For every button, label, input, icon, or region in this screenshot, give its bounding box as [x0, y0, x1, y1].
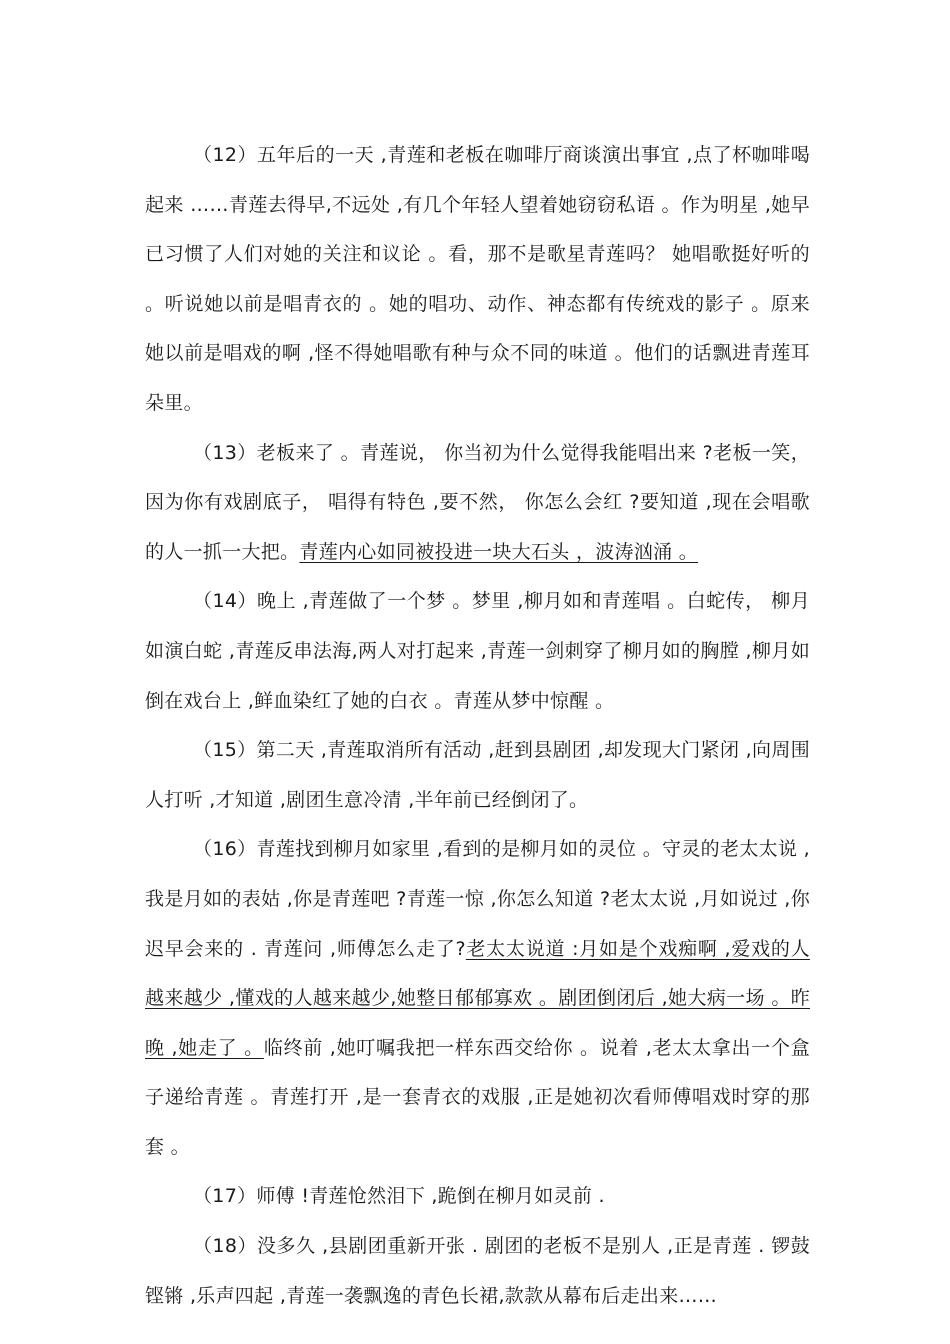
paragraph-17: [145, 1172, 810, 1222]
underlined-sentence: 老太太说道 :月如是个戏痴啊 ,爱戏的人越来越少 ,懂戏的人越来越少,她整日郁郁寡欢 。剧团倒闭后 ,她大病一场 。昨晚 ,她走了 。: [145, 937, 810, 1059]
paragraph-text: （15）第二天 ,青莲取消所有活动 ,赶到县剧团 ,却发现大门紧闭 ,向周围人打听 ,才知道 ,剧团生意冷清 ,半年前已经倒闭了。: [145, 739, 810, 811]
paragraph-12: [145, 131, 810, 429]
paragraph-16: [145, 825, 810, 1172]
paragraph-text: 临终前 ,她叮嘱我把一样东西交给你 。说着 ,老太太拿出一个盒子递给青莲 。青莲打开 ,是一套青衣的戏服 ,正是她初次看师傅唱戏时穿的那套 。: [145, 1036, 810, 1158]
paragraph-15: [145, 726, 810, 825]
paragraph-18: [145, 1222, 810, 1321]
paragraph-text: （14）晚上 ,青莲做了一个梦 。梦里 ,柳月如和青莲唱 。白蛇传， 柳月如演白蛇 ,青莲反串法海,两人对打起来 ,青莲一剑刺穿了柳月如的胸膛 ,柳月如倒在戏台上 ,鲜血染红了她的白衣 。青莲从梦中惊醒 。: [145, 590, 810, 712]
underlined-sentence: 青莲内心如同被投进一块大石头 ，波涛汹涌 。: [299, 540, 699, 563]
paragraph-text: （13）老板来了 。青莲说， 你当初为什么觉得我能唱出来 ?老板一笑，因为你有戏剧底子， 唱得有特色 ,要不然， 你怎么会红 ?要知道 ,现在会唱歌的人一抓一大把。: [145, 441, 810, 563]
paragraph-text: （17）师傅 !青莲怆然泪下 ,跪倒在柳月如灵前 .: [193, 1185, 605, 1208]
paragraph-text: （18）没多久 ,县剧团重新开张 . 剧团的老板不是别人 ,正是青莲 . 锣鼓铿锵 ,乐声四起 ,青莲一袭飘逸的青色长裙,款款从幕布后走出来……: [145, 1235, 810, 1307]
paragraph-14: [145, 577, 810, 726]
paragraph-13: [145, 429, 810, 578]
paragraph-text: （16）青莲找到柳月如家里 ,看到的是柳月如的灵位 。守灵的老太太说 ,我是月如的表姑 ,你是青莲吧 ?青莲一惊 ,你怎么知道 ?老太太说 ,月如说过 ,你迟早会来的 . 青莲问 ,师傅怎么走了?: [145, 838, 810, 960]
paragraph-text: （12）五年后的一天 ,青莲和老板在咖啡厅商谈演出事宜 ,点了杯咖啡喝起来 ……青莲去得早,不远处 ,有几个年轻人望着她窃窃私语 。作为明星 ,她早已习惯了人们对她的关注和议论 。看，那不是歌星青莲吗？ 她唱歌挺好听的 。听说她以前是唱青衣的 。她的唱功、动作、神态都有传统戏的影子 。原来她以前是唱戏的啊 ,怪不得她唱歌有种与众不同的味道 。他们的话飘进青莲耳朵里。: [145, 144, 810, 414]
